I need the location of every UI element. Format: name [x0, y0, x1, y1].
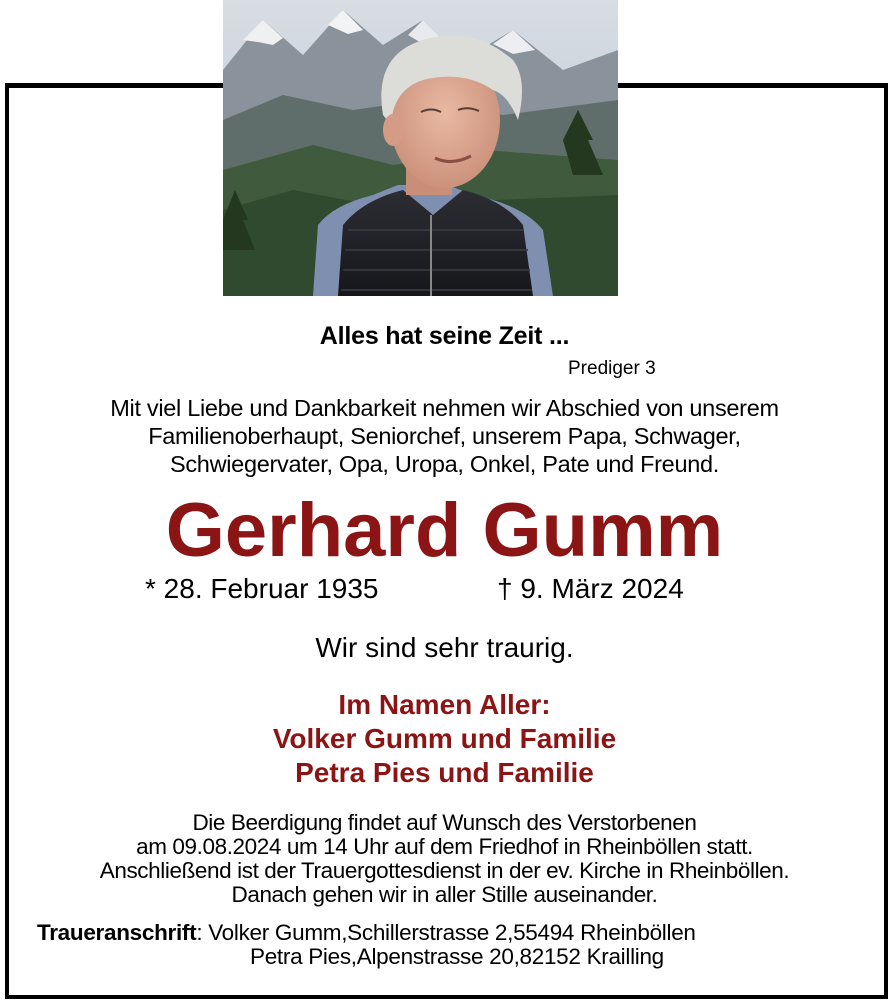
signers-block	[0, 688, 889, 790]
intro-line: Mit viel Liebe und Dankbarkeit nehmen wir Abschied von unserem	[110, 395, 779, 421]
signer-line: Volker Gumm und Familie	[272, 723, 617, 754]
deceased-name: Gerhard Gumm	[165, 488, 724, 573]
address-label: Traueranschrift	[37, 920, 197, 945]
funeral-line: am 09.08.2024 um 14 Uhr auf dem Friedhof in Rheinböllen statt.	[136, 834, 753, 859]
motto-heading: Alles hat seine Zeit ...	[319, 322, 570, 350]
funeral-info	[0, 811, 889, 907]
address-separator: :	[196, 920, 203, 945]
sentiment-text: Wir sind sehr traurig.	[315, 632, 574, 663]
funeral-line: Anschließend ist der Trauergottesdienst in der ev. Kirche in Rheinböllen.	[99, 858, 790, 883]
mourning-address-line	[37, 920, 696, 946]
signer-line: Petra Pies und Familie	[295, 757, 594, 788]
intro-line: Schwiegervater, Opa, Uropa, Onkel, Pate und Freund.	[169, 451, 719, 477]
signer-line: Im Namen Aller:	[338, 689, 551, 720]
funeral-line: Danach gehen wir in aller Stille auseinander.	[231, 882, 658, 907]
funeral-line: Die Beerdigung findet auf Wunsch des Verstorbenen	[192, 810, 697, 835]
portrait-photo	[223, 0, 618, 296]
death-date: † 9. März 2024	[497, 573, 684, 604]
motto-source: Prediger 3	[568, 358, 656, 379]
intro-line: Familienoberhaupt, Seniorchef, unserem Papa, Schwager,	[148, 423, 741, 449]
address-value: Volker Gumm,Schillerstrasse 2,55494 Rheinböllen	[208, 920, 696, 945]
birth-date: * 28. Februar 1935	[145, 573, 379, 604]
address-value: Petra Pies,Alpenstrasse 20,82152 Krailling	[250, 944, 664, 969]
intro-text	[0, 394, 889, 478]
